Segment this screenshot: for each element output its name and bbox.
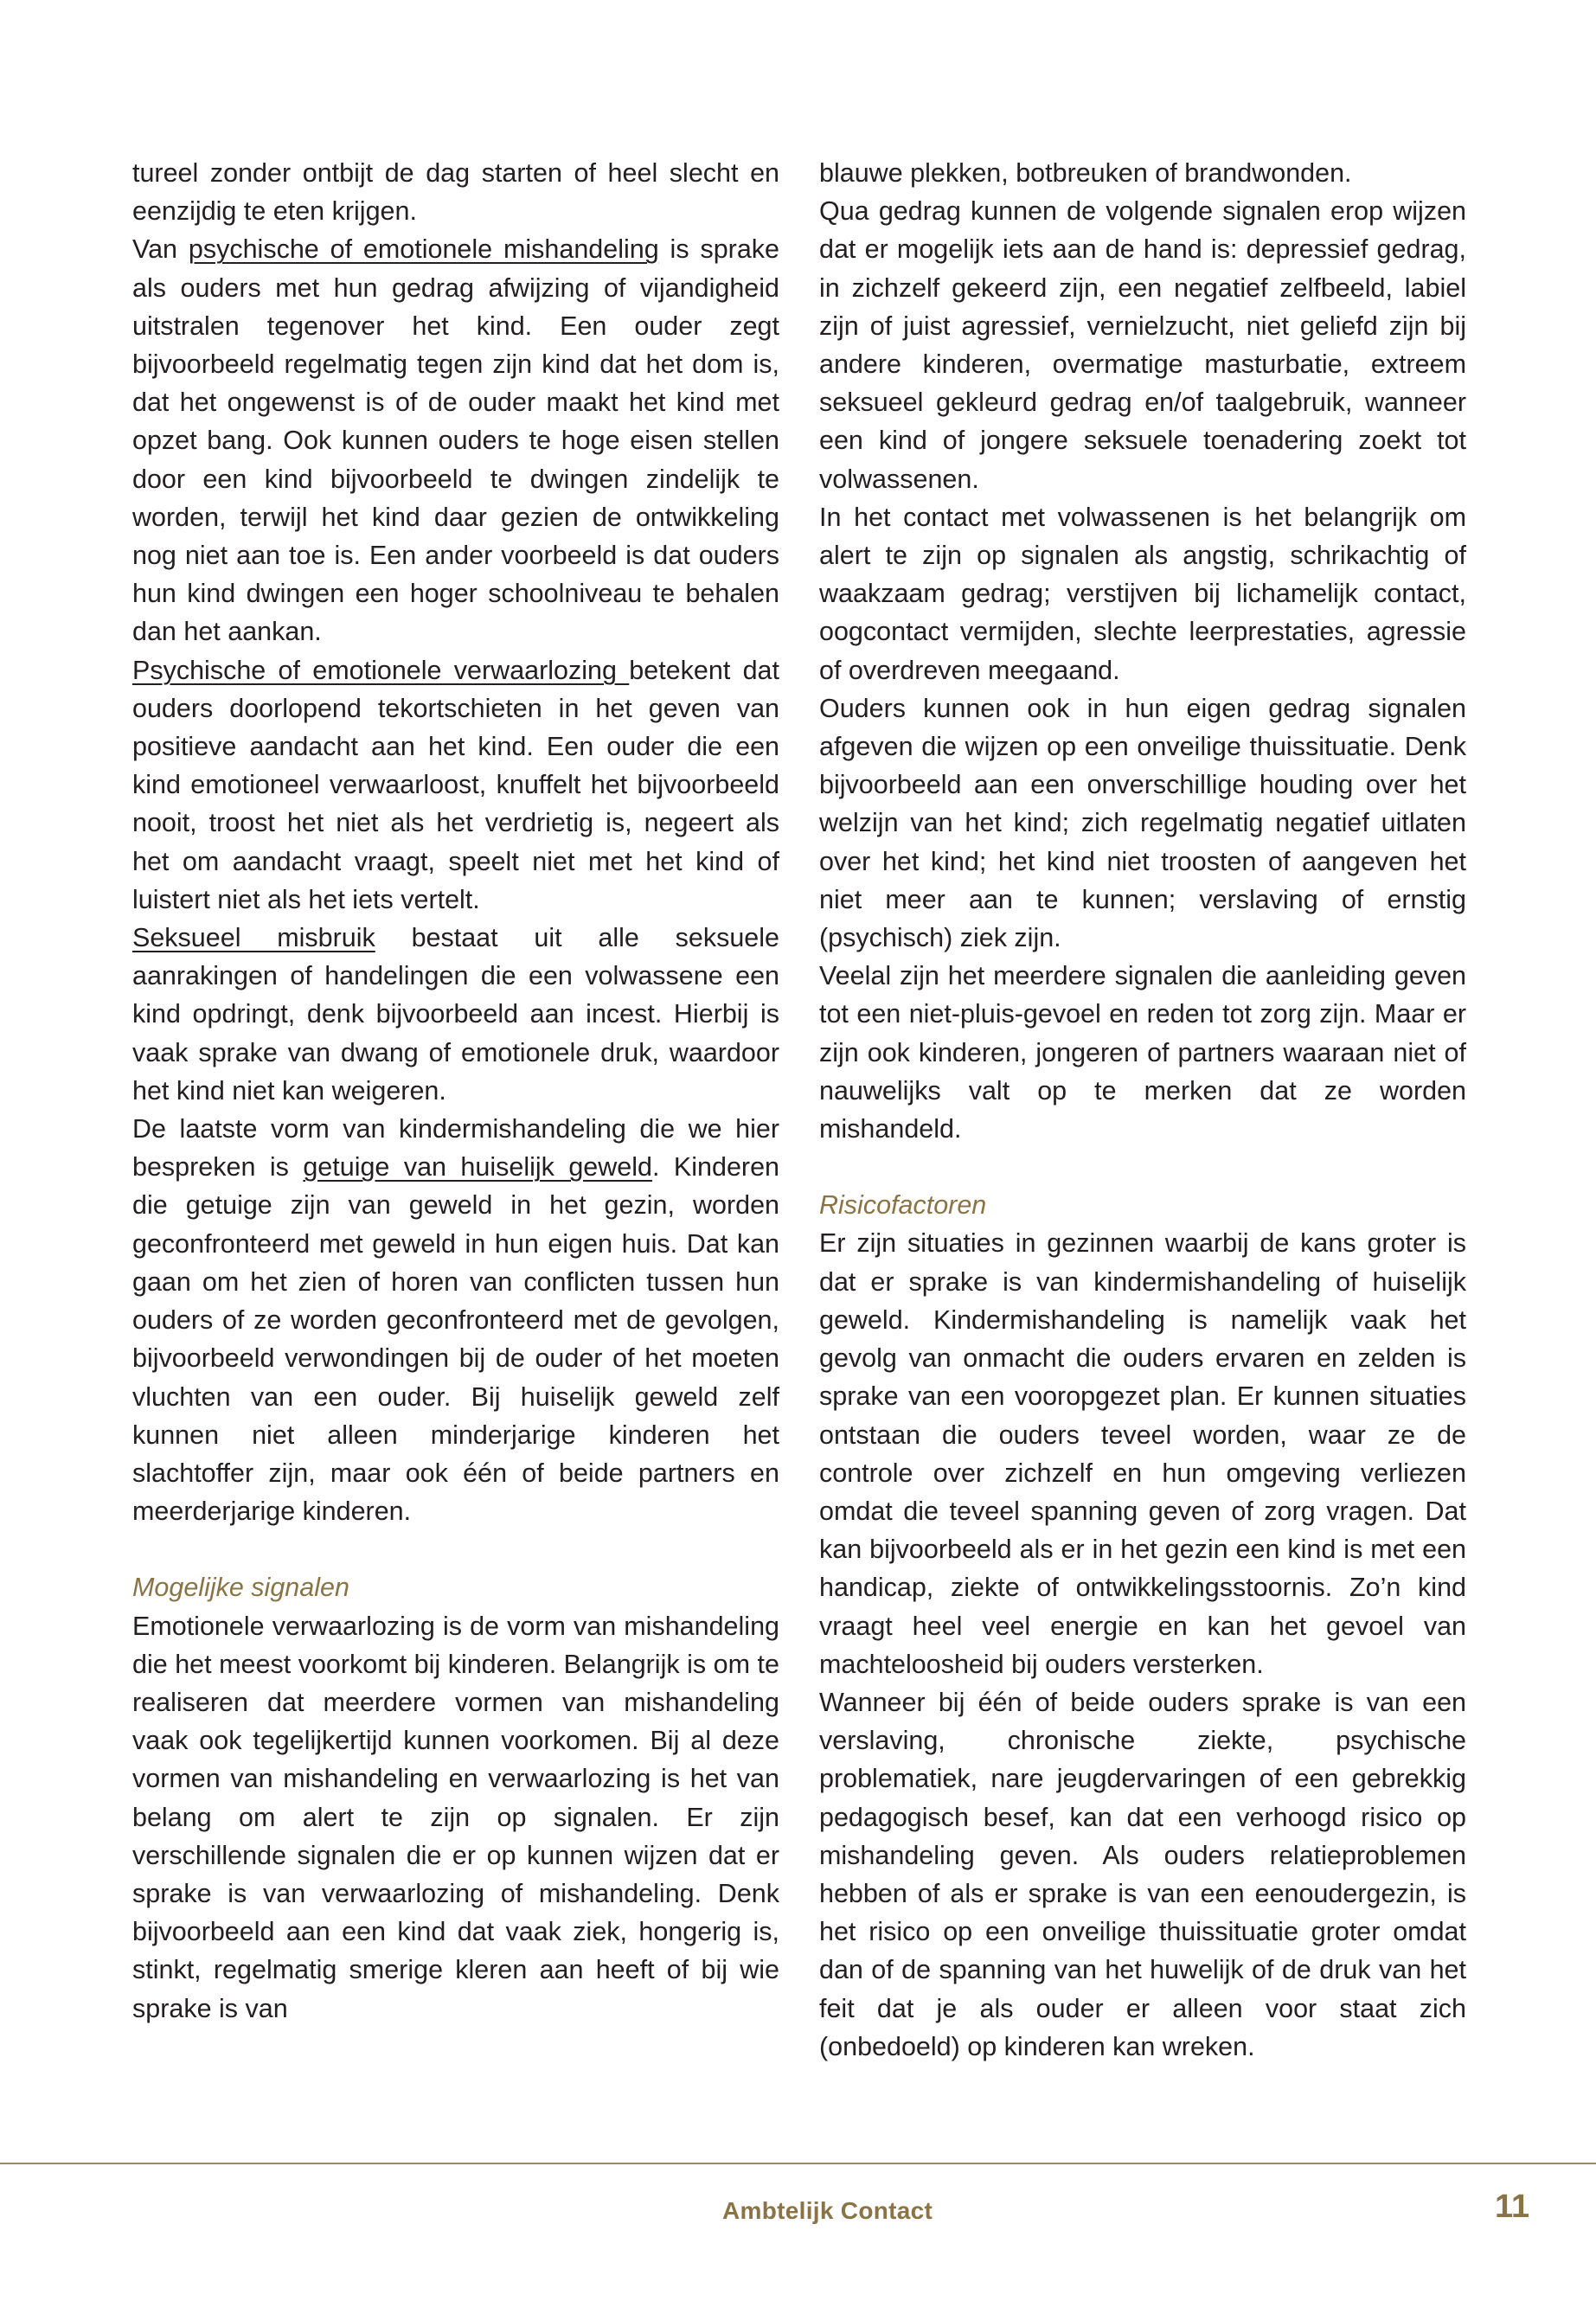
footer-divider (0, 2163, 1596, 2164)
underlined-term: psychische of emotionele mishandeling (188, 234, 659, 265)
paragraph-text: Van (132, 234, 189, 265)
paragraph (132, 230, 779, 651)
spacer (132, 1530, 779, 1568)
paragraph: Wanneer bij één of beide ouders sprake is van een verslaving, chronische ziekte, psychische problematiek, nare jeugdervaringen of een gebrekkig pedagogisch besef, kan dat een verhoogd risico op mishandeling geven. Als ouders relatieproblemen hebben of als er sprake is van een eenoudergezin, is het risico op een onveilige thuissituatie groter omdat dan of de spanning van het huwelijk of de druk van het feit dat je als ouder er alleen voor staat zich (onbedoeld) op kinderen kan wreken. (819, 1687, 1466, 2061)
left-column (132, 154, 779, 2028)
paragraph: Qua gedrag kunnen de volgende signalen erop wijzen dat er mogelijk iets aan de hand is: depressief gedrag, in zichzelf gekeerd zijn, een negatief zelfbeeld, labiel zijn of juist agressief, vernielzucht, niet geliefd zijn bij andere kinderen, overmatige masturbatie, extreem seksueel gekleurd gedrag en/of taalgebruik, wanneer een kind of jongere seksuele toenadering zoekt tot volwassenen. (819, 196, 1466, 494)
paragraph-text: De laatste vorm van kindermishandeling die we hier bespreken is (132, 1114, 779, 1183)
page-number: 11 (1495, 2189, 1530, 2225)
paragraph-text: . Kinderen die getuige zijn van geweld in het gezin, worden geconfronteerd met geweld in hun eigen huis. Dat kan gaan om het zien of horen van conflicten tussen hun ouders of ze worden geconfronteerd met de gevolgen, bijvoorbeeld verwondingen bij de ouder of het moeten vluchten van een ouder. Bij huiselijk geweld zelf kunnen niet alleen minderjarige kinderen het slachtoffer zijn, maar ook één of beide partners en meerderjarige kinderen. (132, 1152, 779, 1527)
paragraph: In het contact met volwassenen is het belangrijk om alert te zijn op signalen als angstig, schrikachtig of waakzaam gedrag; verstijven bij lichamelijk contact, oogcontact vermijden, slechte leerprestaties, agressie of overdreven meegaand. (819, 502, 1466, 685)
paragraph (132, 919, 779, 1110)
paragraph: Emotionele verwaarlozing is de vorm van mishandeling die het meest voorkomt bij kinderen. Belangrijk is om te realiseren dat meerdere vormen van mishandeling vaak ook tegelijkertijd kunnen voorkomen. Bij al deze vormen van mishandeling en verwaarlozing is het van belang om alert te zijn op signalen. Er zijn verschillende signalen die er op kunnen wijzen dat er sprake is van verwaarlozing of mishandeling. Denk bijvoorbeeld aan een kind dat vaak ziek, hongerig is, stinkt, regelmatig smerige kleren aan heeft of bij wie sprake is van (132, 1611, 779, 2023)
underlined-term: getuige van huiselijk geweld (303, 1152, 652, 1183)
paragraph (132, 651, 779, 919)
paragraph (132, 1110, 779, 1530)
section-heading: Mogelijke signalen (132, 1573, 349, 1603)
paragraph-text: bestaat uit alle seksuele aanrakingen of handelingen die een volwassene een kind opdringt, denk bijvoorbeeld aan incest. Hierbij is vaak sprake van dwang of emotionele druk, waardoor het kind niet kan weigeren. (132, 923, 779, 1106)
spacer (819, 1148, 1466, 1186)
paragraph-text: is sprake als ouders met hun gedrag afwijzing of vijandigheid uitstralen tegenover het kind. Een ouder zegt bijvoorbeeld regelmatig tegen zijn kind dat het dom is, dat het ongewenst is of de ouder maakt het kind met opzet bang. Ook kunnen ouders te hoge eisen stellen door een kind bijvoorbeeld te dwingen zindelijk te worden, terwijl het kind daar gezien de ontwikkeling nog niet aan toe is. Een ander voorbeeld is dat ouders hun kind dwingen een hoger schoolniveau te behalen dan het aankan. (132, 234, 779, 647)
paragraph: tureel zonder ontbijt de dag starten of heel slecht en eenzijdig te eten krijgen. (132, 158, 779, 227)
underlined-term: Psychische of emotionele verwaarlozing (132, 655, 630, 685)
section-heading: Risicofactoren (819, 1190, 987, 1221)
footer-publication-title: Ambtelijk Contact (722, 2197, 933, 2224)
paragraph: blauwe plekken, botbreuken of brandwonden. (819, 158, 1352, 188)
underlined-term: Seksueel misbruik (132, 923, 375, 953)
paragraph-text: betekent dat ouders doorlopend tekortschieten in het geven van positieve aandacht aan het kind. Een ouder die een kind emotioneel verwaarloost, knuffelt het bijvoorbeeld nooit, troost het niet als het verdrietig is, negeert als het om aandacht vraagt, speelt niet met het kind of luistert niet als het iets vertelt. (132, 655, 779, 914)
paragraph: Ouders kunnen ook in hun eigen gedrag signalen afgeven die wijzen op een onveilige thuissituatie. Denk bijvoorbeeld aan een onverschillige houding over het welzijn van het kind; zich regelmatig negatief uitlaten over het kind; het kind niet troosten of aangeven het niet meer aan te kunnen; verslaving of ernstig (psychisch) ziek zijn. (819, 693, 1466, 953)
paragraph: Er zijn situaties in gezinnen waarbij de kans groter is dat er sprake is van kindermishandeling of huiselijk geweld. Kindermishandeling is namelijk vaak het gevolg van onmacht die ouders ervaren en zelden is sprake van een vooropgezet plan. Er kunnen situaties ontstaan die ouders teveel worden, waar ze de controle over zichzelf en hun omgeving verliezen omdat die teveel spanning geven of zorg vragen. Dat kan bijvoorbeeld als er in het gezin een kind is met een handicap, ziekte of ontwikkelingsstoornis. Zo’n kind vraagt heel veel energie en kan het gevoel van machteloosheid bij ouders versterken. (819, 1228, 1466, 1679)
paragraph: Veelal zijn het meerdere signalen die aanleiding geven tot een niet-pluis-gevoel en reden tot zorg zijn. Maar er zijn ook kinderen, jongeren of partners waaraan niet of nauwelijks valt op te merken dat ze worden mishandeld. (819, 961, 1466, 1144)
right-column (819, 154, 1466, 2066)
